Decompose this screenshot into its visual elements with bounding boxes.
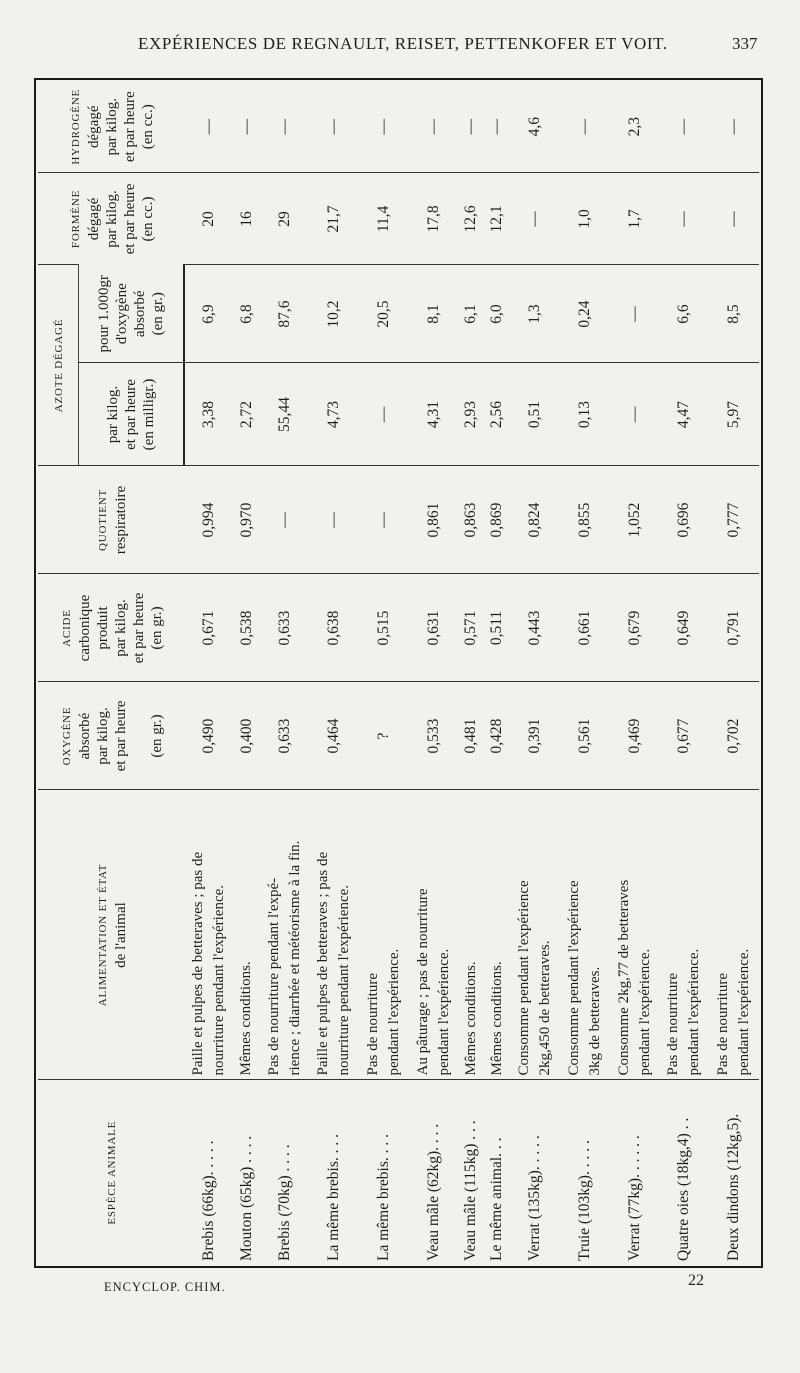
value-cell-oxy: 0,428	[484, 682, 510, 790]
table-row	[484, 81, 510, 1265]
table-row	[610, 81, 660, 1265]
alimentation-line-1: Consomme 2kg,77 de betteraves	[615, 879, 632, 1076]
col-azote-per-kilog: par kilog. et par heure (en milligr.)	[79, 363, 185, 466]
value-cell-co2: 0,631	[409, 574, 459, 682]
alimentation-line-1: Pas de nourriture	[364, 973, 381, 1076]
value-cell-az1: —	[359, 363, 409, 466]
value-cell-qr: 0,855	[560, 466, 610, 574]
value-cell-qr: 0,869	[484, 466, 510, 574]
value-cell-h2: 4,6	[526, 117, 544, 137]
alimentation-cell	[709, 790, 759, 1080]
alimentation-cell	[458, 790, 484, 1080]
alimentation-line-1: Pas de nourriture	[665, 973, 682, 1076]
value-cell-qr: —	[359, 466, 409, 574]
alimentation-line-2: nourriture pendant l'expérience.	[210, 884, 227, 1076]
value-cell-oxy: 0,633	[260, 682, 310, 790]
alimentation-line-2: rience ; diarrhée et météorisme à la fin.	[286, 840, 303, 1076]
value-cell-ch4: 16	[234, 173, 260, 265]
table-row	[359, 81, 409, 1265]
value-cell-h2: —	[424, 118, 442, 135]
table-row	[409, 81, 459, 1265]
value-cell-h2: —	[237, 118, 255, 135]
value-cell-h2: —	[725, 118, 743, 135]
col-quotient: QUOTIENT respiratoire	[38, 466, 184, 574]
alimentation-cell	[560, 790, 610, 1080]
value-cell-co2: 0,511	[484, 574, 510, 682]
alimentation-cell	[510, 790, 560, 1080]
value-cell-h2: —	[374, 118, 392, 135]
value-cell-co2: 0,571	[458, 574, 484, 682]
table-row	[709, 81, 759, 1265]
value-cell-h2: 2,3	[625, 117, 643, 137]
value-cell-az1: 4,31	[409, 363, 459, 466]
running-head	[0, 34, 800, 58]
value-cell-az1: 3,38	[184, 363, 234, 466]
value-cell-h2: —	[462, 118, 480, 135]
value-cell-ch4: 12,1	[484, 173, 510, 265]
value-cell-az1: —	[610, 363, 660, 466]
value-cell-az1: 4,47	[660, 363, 710, 466]
table-row	[560, 81, 610, 1265]
species-cell: Deux dindons (12kg,5).	[709, 1080, 759, 1265]
value-cell-oxy: 0,561	[560, 682, 610, 790]
species-cell: Verrat (77kg). . . . . .	[610, 1080, 660, 1265]
value-cell-ch4: 20	[184, 173, 234, 265]
value-cell-h2: —	[675, 118, 693, 135]
alimentation-line-1: Mêmes conditions.	[488, 961, 505, 1076]
table-row	[234, 81, 260, 1265]
value-cell-ch4: —	[709, 173, 759, 265]
value-cell-ch4: 29	[260, 173, 310, 265]
alimentation-line-1: Paille et pulpes de betteraves ; pas de	[189, 851, 206, 1076]
alimentation-line-2: pendant l'expérience.	[385, 948, 402, 1076]
table-row	[260, 81, 310, 1265]
col-formene: FORMÈNE dégagé par kilog. et par heure (en cc.)	[38, 173, 184, 265]
value-cell-ch4: 21,7	[309, 173, 359, 265]
species-cell: Le même animal. . .	[484, 1080, 510, 1265]
value-cell-qr: 0,970	[234, 466, 260, 574]
alimentation-cell	[484, 790, 510, 1080]
value-cell-co2: 0,671	[184, 574, 234, 682]
value-cell-az2: 8,5	[709, 265, 759, 363]
value-cell-co2: 0,443	[510, 574, 560, 682]
value-cell-az2: 20,5	[359, 265, 409, 363]
footer-sheet-number: 22	[688, 1272, 704, 1289]
alimentation-cell	[409, 790, 459, 1080]
value-cell-co2: 0,633	[260, 574, 310, 682]
alimentation-line-1: Pas de nourriture pendant l'expé-	[265, 877, 282, 1076]
value-cell-oxy: 0,533	[409, 682, 459, 790]
table-row	[184, 81, 234, 1265]
alimentation-line-2: pendant l'expérience.	[435, 948, 452, 1076]
species-cell: Veau mâle (62kg). . . .	[409, 1080, 459, 1265]
footer-signature: ENCYCLOP. CHIM.	[104, 1280, 226, 1294]
value-cell-qr: 1,052	[610, 466, 660, 574]
value-cell-oxy: 0,481	[458, 682, 484, 790]
value-cell-oxy: 0,464	[309, 682, 359, 790]
species-cell: Mouton (65kg) . . . .	[234, 1080, 260, 1265]
value-cell-az2: —	[610, 265, 660, 363]
value-cell-ch4: 1,7	[610, 173, 660, 265]
alimentation-line-1: Paille et pulpes de betteraves ; pas de	[315, 851, 332, 1076]
alimentation-line-2: 3kg de betteraves.	[587, 966, 604, 1076]
value-cell-qr: 0,861	[409, 466, 459, 574]
species-cell: Verrat (135kg). . . . .	[510, 1080, 560, 1265]
alimentation-cell	[260, 790, 310, 1080]
value-cell-qr: 0,824	[510, 466, 560, 574]
value-cell-ch4: —	[510, 173, 560, 265]
value-cell-az2: 6,1	[458, 265, 484, 363]
col-acide: ACIDE carbonique produit par kilog. et par heure (en gr.)	[38, 574, 184, 682]
species-cell: La même brebis. . . .	[359, 1080, 409, 1265]
value-cell-az2: 8,1	[409, 265, 459, 363]
value-cell-h2: —	[488, 118, 506, 135]
value-cell-oxy: 0,677	[660, 682, 710, 790]
value-cell-az1: 5,97	[709, 363, 759, 466]
value-cell-h2: —	[199, 118, 217, 135]
table-row	[309, 81, 359, 1265]
value-cell-ch4: 17,8	[409, 173, 459, 265]
species-cell: La même brebis. . . .	[309, 1080, 359, 1265]
value-cell-oxy: 0,702	[709, 682, 759, 790]
alimentation-cell	[234, 790, 260, 1080]
value-cell-az2: 6,8	[234, 265, 260, 363]
value-cell-az1: 2,72	[234, 363, 260, 466]
rotated-table	[38, 81, 759, 1265]
col-azote-group: AZOTE DÉGAGÉ	[38, 265, 79, 466]
species-cell: Quatre oies (18kg,4) . .	[660, 1080, 710, 1265]
value-cell-az1: 4,73	[309, 363, 359, 466]
value-cell-h2: —	[275, 118, 293, 135]
value-cell-oxy: ?	[359, 682, 409, 790]
value-cell-az1: 0,51	[510, 363, 560, 466]
alimentation-line-2: nourriture pendant l'expérience.	[336, 884, 353, 1076]
value-cell-oxy: 0,490	[184, 682, 234, 790]
col-espece: ESPÈCE ANIMALE	[38, 1080, 184, 1265]
value-cell-co2: 0,638	[309, 574, 359, 682]
alimentation-line-1: Pas de nourriture	[715, 973, 732, 1076]
page-title: EXPÉRIENCES DE REGNAULT, REISET, PETTENKOFER ET VOIT.	[138, 34, 668, 53]
alimentation-cell	[610, 790, 660, 1080]
value-cell-qr: —	[309, 466, 359, 574]
value-cell-co2: 0,791	[709, 574, 759, 682]
col-hydrogene: HYDROGÈNE dégagé par kilog. et par heure (en cc.)	[69, 88, 156, 165]
value-cell-az2: 10,2	[309, 265, 359, 363]
species-cell: Truie (103kg). . . . .	[560, 1080, 610, 1265]
value-cell-az2: 6,9	[184, 265, 234, 363]
species-cell: Brebis (66kg). . . . .	[184, 1080, 234, 1265]
value-cell-ch4: 1,0	[560, 173, 610, 265]
alimentation-line-1: Consomme pendant l'expérience	[566, 880, 583, 1076]
col-azote-per-oxygen: pour 1.000gr d'oxygène absorbé (en gr.)	[79, 265, 185, 363]
value-cell-co2: 0,661	[560, 574, 610, 682]
value-cell-qr: —	[260, 466, 310, 574]
respiration-table	[38, 81, 759, 1265]
value-cell-qr: 0,994	[184, 466, 234, 574]
col-oxygene: OXYGÈNE absorbé par kilog. et par heure (en gr.)	[38, 682, 184, 790]
alimentation-cell	[660, 790, 710, 1080]
value-cell-ch4: —	[660, 173, 710, 265]
alimentation-line-2: pendant l'expérience.	[636, 948, 653, 1076]
value-cell-co2: 0,538	[234, 574, 260, 682]
value-cell-oxy: 0,391	[510, 682, 560, 790]
value-cell-az1: 0,13	[560, 363, 610, 466]
value-cell-co2: 0,679	[610, 574, 660, 682]
value-cell-ch4: 11,4	[359, 173, 409, 265]
value-cell-oxy: 0,400	[234, 682, 260, 790]
value-cell-az1: 55,44	[260, 363, 310, 466]
value-cell-az2: 6,6	[660, 265, 710, 363]
alimentation-line-2: pendant l'expérience.	[736, 948, 753, 1076]
alimentation-line-2: pendant l'expérience.	[686, 948, 703, 1076]
value-cell-h2: —	[576, 118, 594, 135]
species-cell: Veau mâle (115kg) . . .	[458, 1080, 484, 1265]
alimentation-line-1: Mêmes conditions.	[238, 961, 255, 1076]
alimentation-cell	[309, 790, 359, 1080]
value-cell-ch4: 12,6	[458, 173, 484, 265]
value-cell-oxy: 0,469	[610, 682, 660, 790]
table-row	[458, 81, 484, 1265]
table-row	[510, 81, 560, 1265]
value-cell-co2: 0,515	[359, 574, 409, 682]
value-cell-az2: 1,3	[510, 265, 560, 363]
table-body	[184, 81, 759, 1265]
alimentation-line-1: Consomme pendant l'expérience	[516, 880, 533, 1076]
value-cell-qr: 0,696	[660, 466, 710, 574]
value-cell-qr: 0,777	[709, 466, 759, 574]
table-row	[660, 81, 710, 1265]
value-cell-az1: 2,93	[458, 363, 484, 466]
alimentation-line-1: Mêmes conditions.	[462, 961, 479, 1076]
species-cell: Brebis (70kg) . . . .	[260, 1080, 310, 1265]
alimentation-line-2: 2kg,450 de betteraves.	[537, 940, 554, 1076]
value-cell-co2: 0,649	[660, 574, 710, 682]
alimentation-cell	[184, 790, 234, 1080]
value-cell-az2: 6,0	[484, 265, 510, 363]
value-cell-qr: 0,863	[458, 466, 484, 574]
alimentation-cell	[359, 790, 409, 1080]
alimentation-line-1: Au pâturage ; pas de nourriture	[414, 888, 431, 1076]
value-cell-az1: 2,56	[484, 363, 510, 466]
value-cell-az2: 0,24	[560, 265, 610, 363]
col-alimentation: ALIMENTATION ET ÉTAT de l'animal	[38, 790, 184, 1080]
value-cell-az2: 87,6	[260, 265, 310, 363]
value-cell-h2: —	[325, 118, 343, 135]
page-number: 337	[732, 34, 758, 53]
